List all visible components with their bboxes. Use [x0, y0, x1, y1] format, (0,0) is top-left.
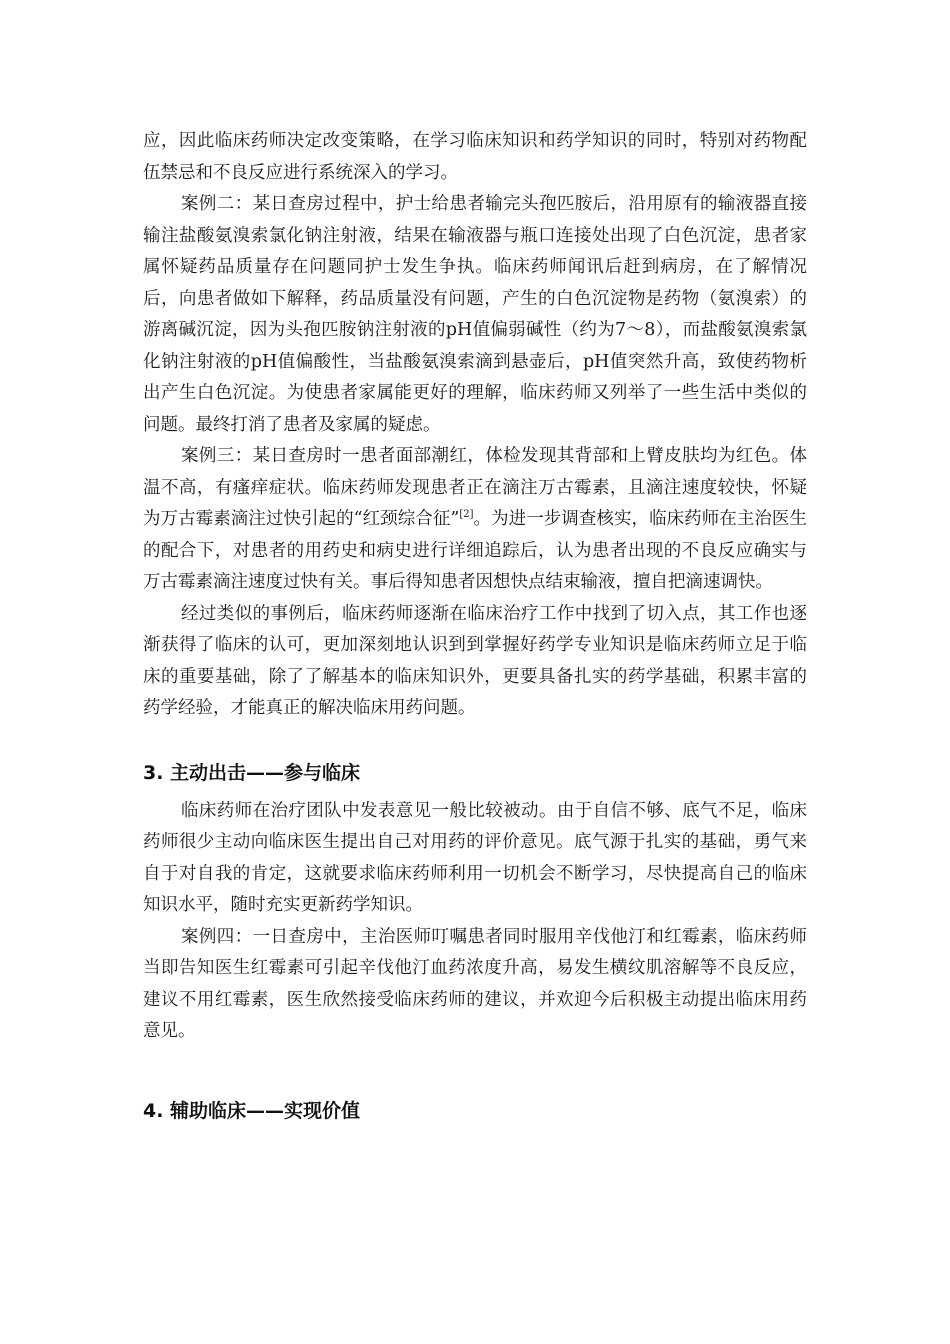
section-heading-4: 4. 辅助临床——实现价值: [143, 1099, 361, 1122]
paragraph-continuation: 应，因此临床药师决定改变策略，在学习临床知识和药学知识的同时，特别对药物配伍禁忌和不良反应进行系统深入的学习。: [143, 131, 807, 183]
paragraph-section-3-intro: 临床药师在治疗团队中发表意见一般比较被动。由于自信不够、底气不足，临床药师很少主动向临床医生提出自己对用药的评价意见。底气源于扎实的基础，勇气来自于对自我的肯定，这就要求临床药师利用一切机会不断学习，尽快提高自己的临床知识水平，随时充实更新药学知识。: [143, 800, 807, 915]
document-body: [143, 126, 807, 1126]
case-three-text-b: 。为进一步调查核实，临床药师在主治医生的配合下，对患者的用药史和病史进行详细追踪后，认为患者出现的不良反应确实与万古霉素滴注速度过快有关。事后得知患者因想快点结束输液，擅自把滴速调快。: [143, 509, 807, 592]
case-three-text-a: 案例三：某日查房时一患者面部潮红，体检发现其背部和上臂皮肤均为红色。体温不高，有瘙痒症状。临床药师发现患者正在滴注万古霉素，且滴注速度较快，怀疑为万古霉素滴注过快引起的“红颈综合征”: [143, 446, 807, 529]
paragraph-case-four: 案例四：一日查房中，主治医师叮嘱患者同时服用辛伐他汀和红霉素，临床药师当即告知医生红霉素可引起辛伐他汀血药浓度升高，易发生横纹肌溶解等不良反应，建议不用红霉素，医生欣然接受临床药师的建议，并欢迎今后积极主动提出临床用药意见。: [143, 926, 807, 1041]
citation-marker[interactable]: [2]: [459, 509, 474, 521]
section-heading-3: 3. 主动出击——参与临床: [143, 761, 361, 784]
paragraph-case-three: [143, 441, 807, 599]
paragraph-case-two: 案例二：某日查房过程中，护士给患者输完头孢匹胺后，沿用原有的输液器直接输注盐酸氨溴索氯化钠注射液，结果在输液器与瓶口连接处出现了白色沉淀，患者家属怀疑药品质量存在问题同护士发生争执。临床药师闻讯后赶到病房，在了解情况后，向患者做如下解释，药品质量没有问题，产生的白色沉淀物是药物（氨溴索）的游离碱沉淀，因为头孢匹胺钠注射液的pH值偏弱碱性（约为7～8），而盐酸氨溴索氯化钠注射液的pH值偏酸性，当盐酸氨溴索滴到悬壶后，pH值突然升高，致使药物析出产生白色沉淀。为使患者家属能更好的理解，临床药师又列举了一些生活中类似的问题。最终打消了患者及家属的疑虑。: [143, 194, 807, 435]
paragraph-summary: 经过类似的事例后，临床药师逐渐在临床治疗工作中找到了切入点，其工作也逐渐获得了临床的认可，更加深刻地认识到到掌握好药学专业知识是临床药师立足于临床的重要基础，除了了解基本的临床知识外，更要具备扎实的药学基础，积累丰富的药学经验，才能真正的解决临床用药问题。: [143, 603, 807, 718]
